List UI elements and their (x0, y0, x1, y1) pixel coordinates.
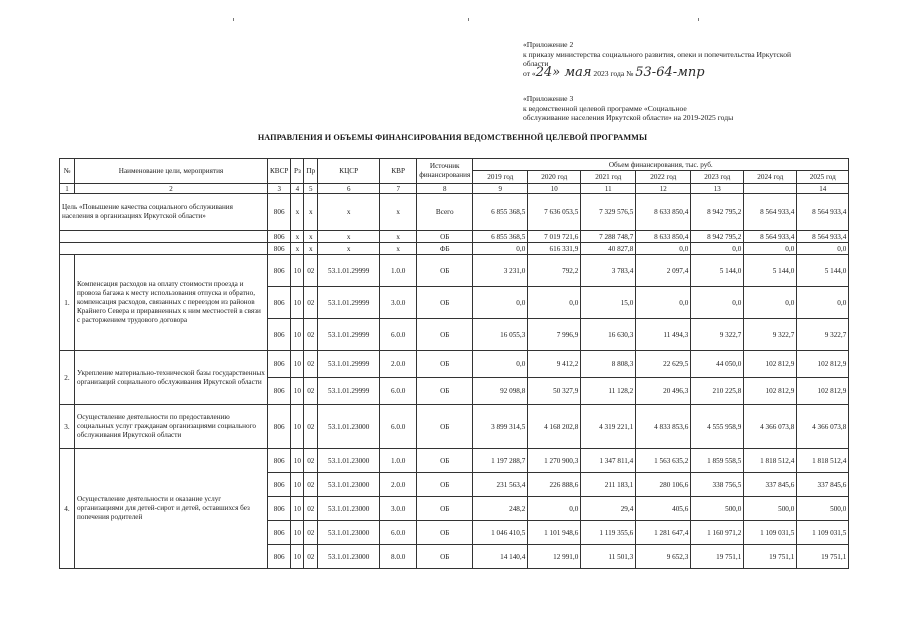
cell-y2023: 0,0 (691, 243, 744, 255)
cell-y2024: 337 845,6 (744, 473, 797, 497)
col-index: 6 (318, 184, 380, 194)
cell-y2022: 11 494,3 (636, 319, 691, 351)
item-number: 1. (60, 255, 75, 351)
cell-kvr: 1.0.0 (380, 449, 417, 473)
cell-y2021: 1 347 811,4 (581, 449, 636, 473)
cell-kcsr: 53.1.01.23000 (318, 449, 380, 473)
cell-y2024: 8 564 933,4 (744, 231, 797, 243)
cell-kvsr: 806 (268, 449, 291, 473)
cell-y2025: 102 812,9 (797, 378, 849, 405)
cell-y2024: 9 322,7 (744, 319, 797, 351)
scan-mark (698, 18, 699, 21)
cell-source: ФБ (417, 243, 473, 255)
header-line: области (523, 59, 549, 69)
cell-y2020: 616 331,9 (528, 243, 581, 255)
cell-y2022: 8 633 850,4 (636, 231, 691, 243)
cell-y2019: 3 231,0 (473, 255, 528, 287)
cell-y2021: 4 319 221,1 (581, 405, 636, 449)
col-index: 2 (75, 184, 268, 194)
col-header-no: № (60, 159, 75, 184)
cell-y2020: 1 270 900,3 (528, 449, 581, 473)
col-index: 10 (528, 184, 581, 194)
cell-kvsr: 806 (268, 231, 291, 243)
cell-y2020: 7 996,9 (528, 319, 581, 351)
col-index: 14 (797, 184, 849, 194)
cell-y2024: 8 564 933,4 (744, 194, 797, 231)
cell-y2024: 1 109 031,5 (744, 521, 797, 545)
cell-kvr: х (380, 231, 417, 243)
col-index: 3 (268, 184, 291, 194)
cell-rz: 10 (291, 351, 304, 378)
table-row (60, 351, 849, 378)
cell-rz: 10 (291, 405, 304, 449)
cell-kvsr: 806 (268, 351, 291, 378)
cell-y2025: 500,0 (797, 497, 849, 521)
cell-kvr: 2.0.0 (380, 473, 417, 497)
cell-pr: 02 (304, 449, 318, 473)
cell-y2022: 0,0 (636, 243, 691, 255)
cell-y2020: 12 991,0 (528, 545, 581, 569)
cell-y2021: 7 329 576,5 (581, 194, 636, 231)
cell-y2020: 4 168 202,8 (528, 405, 581, 449)
cell-kvsr: 806 (268, 255, 291, 287)
cell-rz: 10 (291, 449, 304, 473)
cell-y2020: 7 019 721,6 (528, 231, 581, 243)
date-year: 2023 года № (593, 68, 634, 78)
col-index: 8 (417, 184, 473, 194)
cell-kvr: 8.0.0 (380, 545, 417, 569)
cell-y2023: 8 942 795,2 (691, 194, 744, 231)
header2-line: «Приложение 3 (523, 94, 574, 103)
cell-y2021: 16 630,3 (581, 319, 636, 351)
cell-y2025: 337 845,6 (797, 473, 849, 497)
cell-y2020: 792,2 (528, 255, 581, 287)
cell-y2022: 4 833 853,6 (636, 405, 691, 449)
cell-source: ОБ (417, 545, 473, 569)
cell-y2022: 0,0 (636, 287, 691, 319)
cell-kvr: 6.0.0 (380, 319, 417, 351)
cell-kcsr: 53.1.01.23000 (318, 521, 380, 545)
cell-y2019: 1 046 410,5 (473, 521, 528, 545)
document-title: НАПРАВЛЕНИЯ И ОБЪЕМЫ ФИНАНСИРОВАНИЯ ВЕДОМСТВЕННОЙ ЦЕЛЕВОЙ ПРОГРАММЫ (257, 133, 648, 142)
table-row (60, 231, 849, 243)
cell-y2022: 9 652,3 (636, 545, 691, 569)
cell-y2024: 500,0 (744, 497, 797, 521)
cell-y2024: 4 366 073,8 (744, 405, 797, 449)
cell-y2024: 102 812,9 (744, 351, 797, 378)
cell-kcsr: 53.1.01.29999 (318, 319, 380, 351)
cell-pr: 02 (304, 545, 318, 569)
col-header-name: Наименование цели, мероприятия (75, 159, 268, 184)
cell-y2019: 92 098,8 (473, 378, 528, 405)
cell-y2023: 4 555 958,9 (691, 405, 744, 449)
cell-y2024: 102 812,9 (744, 378, 797, 405)
cell-y2023: 44 050,0 (691, 351, 744, 378)
cell-y2020: 0,0 (528, 287, 581, 319)
cell-y2024: 0,0 (744, 243, 797, 255)
scan-mark (233, 18, 234, 21)
cell-kcsr: х (318, 243, 380, 255)
cell-source: ОБ (417, 351, 473, 378)
cell-kvsr: 806 (268, 521, 291, 545)
cell-source: ОБ (417, 497, 473, 521)
goal-name: Цель «Повышение качества социального обслуживания населения в организациях Иркутской области» (60, 194, 268, 231)
col-header-year: 2024 год (744, 171, 797, 184)
cell-kcsr: 53.1.01.23000 (318, 405, 380, 449)
cell-y2025: 8 564 933,4 (797, 194, 849, 231)
cell-kvr: х (380, 243, 417, 255)
col-header-year: 2021 год (581, 171, 636, 184)
cell-y2021: 11 128,2 (581, 378, 636, 405)
cell-rz: 10 (291, 473, 304, 497)
cell-source: ОБ (417, 378, 473, 405)
cell-rz: 10 (291, 497, 304, 521)
cell-rz: 10 (291, 378, 304, 405)
cell-pr: х (304, 194, 318, 231)
cell-y2023: 0,0 (691, 287, 744, 319)
table-row (60, 255, 849, 287)
cell-kvr: 6.0.0 (380, 405, 417, 449)
cell-y2019: 0,0 (473, 243, 528, 255)
cell-kvsr: 806 (268, 473, 291, 497)
cell-y2023: 1 859 558,5 (691, 449, 744, 473)
col-index: 5 (304, 184, 318, 194)
col-header-volume: Объем финансирования, тыс. руб. (473, 159, 849, 171)
cell-kvsr: 806 (268, 545, 291, 569)
col-index: 13 (691, 184, 744, 194)
cell-kvsr: 806 (268, 243, 291, 255)
cell-kcsr: 53.1.01.29999 (318, 351, 380, 378)
cell-kvr: 6.0.0 (380, 521, 417, 545)
cell-y2019: 231 563,4 (473, 473, 528, 497)
cell-y2019: 16 055,3 (473, 319, 528, 351)
cell-kcsr: 53.1.01.23000 (318, 497, 380, 521)
empty-cell (60, 243, 268, 255)
item-name: Компенсация расходов на оплату стоимости проезда и провоза багажа к месту использования отпуска и обратно, компенсация расходов, связанных с переездом из районов Крайнего Севера и приравненных к ним местностей в связи с расторжением трудового договора (75, 255, 268, 351)
cell-y2022: 2 097,4 (636, 255, 691, 287)
cell-y2022: 8 633 850,4 (636, 194, 691, 231)
table-row (60, 194, 849, 231)
cell-y2021: 11 501,3 (581, 545, 636, 569)
table-row (60, 243, 849, 255)
cell-kvsr: 806 (268, 378, 291, 405)
cell-rz: 10 (291, 545, 304, 569)
cell-kcsr: 53.1.01.23000 (318, 473, 380, 497)
cell-y2021: 211 183,1 (581, 473, 636, 497)
col-header-pr: Пр (304, 159, 318, 184)
appendix-2-header (523, 40, 823, 78)
col-header-kvr: КВР (380, 159, 417, 184)
cell-pr: 02 (304, 473, 318, 497)
cell-rz: х (291, 194, 304, 231)
cell-y2025: 5 144,0 (797, 255, 849, 287)
cell-kvr: 1.0.0 (380, 255, 417, 287)
cell-y2024: 5 144,0 (744, 255, 797, 287)
cell-y2025: 0,0 (797, 243, 849, 255)
col-header-year: 2025 год (797, 171, 849, 184)
cell-y2020: 226 888,6 (528, 473, 581, 497)
cell-y2019: 3 899 314,5 (473, 405, 528, 449)
cell-y2021: 40 827,8 (581, 243, 636, 255)
cell-y2020: 9 412,2 (528, 351, 581, 378)
cell-y2019: 6 855 368,5 (473, 231, 528, 243)
item-name: Укрепление материально-технической базы государственных организаций социального обслуживания Иркутской области (75, 351, 268, 405)
cell-y2025: 4 366 073,8 (797, 405, 849, 449)
cell-y2023: 19 751,1 (691, 545, 744, 569)
cell-pr: 02 (304, 255, 318, 287)
cell-source: ОБ (417, 473, 473, 497)
cell-kcsr: 53.1.01.29999 (318, 255, 380, 287)
cell-pr: 02 (304, 287, 318, 319)
cell-y2020: 50 327,9 (528, 378, 581, 405)
cell-source: ОБ (417, 449, 473, 473)
cell-source: ОБ (417, 287, 473, 319)
cell-y2024: 19 751,1 (744, 545, 797, 569)
cell-kvsr: 806 (268, 287, 291, 319)
col-header-year: 2019 год (473, 171, 528, 184)
item-number: 4. (60, 449, 75, 569)
col-header-year: 2022 год (636, 171, 691, 184)
cell-y2021: 8 808,3 (581, 351, 636, 378)
cell-rz: х (291, 243, 304, 255)
cell-y2022: 1 281 647,4 (636, 521, 691, 545)
handwritten-number: 53-64-мпр (635, 64, 705, 80)
cell-pr: 02 (304, 497, 318, 521)
cell-y2020: 1 101 948,6 (528, 521, 581, 545)
cell-kvsr: 806 (268, 194, 291, 231)
cell-y2020: 7 636 053,5 (528, 194, 581, 231)
col-header-kcsr: КЦСР (318, 159, 380, 184)
cell-y2019: 1 197 288,7 (473, 449, 528, 473)
col-index: 9 (473, 184, 528, 194)
cell-kvr: 2.0.0 (380, 351, 417, 378)
cell-y2019: 0,0 (473, 351, 528, 378)
col-index: 4 (291, 184, 304, 194)
cell-pr: 02 (304, 405, 318, 449)
cell-pr: 02 (304, 521, 318, 545)
table-row (60, 449, 849, 473)
cell-kvr: 6.0.0 (380, 378, 417, 405)
cell-kcsr: х (318, 231, 380, 243)
header2-line: к ведомственной целевой программе «Социальное (523, 103, 687, 113)
cell-kvr: 3.0.0 (380, 287, 417, 319)
header-line: к приказу министерства социального развития, опеки и попечительства Иркутской (523, 49, 792, 59)
cell-y2025: 1 818 512,4 (797, 449, 849, 473)
cell-source: ОБ (417, 255, 473, 287)
item-name: Осуществление деятельности по предоставлению социальных услуг гражданам организациями социального обслуживания Иркутской области (75, 405, 268, 449)
cell-y2022: 22 629,5 (636, 351, 691, 378)
col-header-year: 2020 год (528, 171, 581, 184)
col-index: 7 (380, 184, 417, 194)
cell-y2019: 0,0 (473, 287, 528, 319)
cell-y2021: 15,0 (581, 287, 636, 319)
cell-y2022: 280 106,6 (636, 473, 691, 497)
col-header-source: Источник финансирования (417, 159, 473, 184)
cell-y2025: 19 751,1 (797, 545, 849, 569)
header-line: «Приложение 2 (523, 40, 574, 49)
col-index: 12 (636, 184, 691, 194)
cell-source: ОБ (417, 405, 473, 449)
cell-y2023: 9 322,7 (691, 319, 744, 351)
cell-y2021: 1 119 355,6 (581, 521, 636, 545)
cell-kvr: 3.0.0 (380, 497, 417, 521)
col-index: 11 (581, 184, 636, 194)
cell-pr: 02 (304, 378, 318, 405)
item-number: 2. (60, 351, 75, 405)
cell-kvsr: 806 (268, 497, 291, 521)
cell-y2024: 0,0 (744, 287, 797, 319)
cell-y2020: 0,0 (528, 497, 581, 521)
column-index-row (60, 184, 849, 194)
cell-y2025: 1 109 031,5 (797, 521, 849, 545)
cell-source: ОБ (417, 319, 473, 351)
cell-rz: 10 (291, 287, 304, 319)
cell-kcsr: 53.1.01.29999 (318, 287, 380, 319)
cell-kvsr: 806 (268, 405, 291, 449)
cell-y2023: 5 144,0 (691, 255, 744, 287)
date-prefix: от « (523, 68, 536, 78)
cell-y2023: 8 942 795,2 (691, 231, 744, 243)
cell-y2019: 248,2 (473, 497, 528, 521)
table-row (60, 405, 849, 449)
scan-mark (468, 18, 469, 21)
cell-y2019: 6 855 368,5 (473, 194, 528, 231)
cell-y2025: 102 812,9 (797, 351, 849, 378)
cell-rz: 10 (291, 255, 304, 287)
cell-y2023: 1 160 971,2 (691, 521, 744, 545)
cell-y2022: 1 563 635,2 (636, 449, 691, 473)
cell-y2023: 210 225,8 (691, 378, 744, 405)
cell-pr: х (304, 243, 318, 255)
cell-y2023: 338 756,5 (691, 473, 744, 497)
cell-y2021: 29,4 (581, 497, 636, 521)
col-header-year: 2023 год (691, 171, 744, 184)
cell-y2019: 14 140,4 (473, 545, 528, 569)
col-index: 1 (60, 184, 75, 194)
cell-kcsr: 53.1.01.23000 (318, 545, 380, 569)
cell-source: Всего (417, 194, 473, 231)
cell-kcsr: 53.1.01.29999 (318, 378, 380, 405)
cell-source: ОБ (417, 521, 473, 545)
item-name: Осуществление деятельности и оказание услуг организациями для детей-сирот и детей, оставшихся без попечения родителей (75, 449, 268, 569)
cell-pr: х (304, 231, 318, 243)
cell-pr: 02 (304, 351, 318, 378)
cell-y2022: 405,6 (636, 497, 691, 521)
handwritten-date: 24» мая (535, 64, 592, 80)
cell-pr: 02 (304, 319, 318, 351)
cell-y2021: 7 288 748,7 (581, 231, 636, 243)
cell-y2022: 20 496,3 (636, 378, 691, 405)
cell-kvr: х (380, 194, 417, 231)
cell-rz: 10 (291, 319, 304, 351)
item-number: 3. (60, 405, 75, 449)
cell-y2024: 1 818 512,4 (744, 449, 797, 473)
col-header-kvsr: КВСР (268, 159, 291, 184)
table-body (60, 194, 849, 569)
cell-y2025: 9 322,7 (797, 319, 849, 351)
cell-rz: 10 (291, 521, 304, 545)
appendix-3-header (523, 94, 843, 123)
cell-kcsr: х (318, 194, 380, 231)
financing-table (59, 158, 849, 569)
cell-source: ОБ (417, 231, 473, 243)
empty-cell (60, 231, 268, 243)
cell-kvsr: 806 (268, 319, 291, 351)
cell-y2025: 8 564 933,4 (797, 231, 849, 243)
col-header-rz: Рз (291, 159, 304, 184)
header2-line: обслуживание населения Иркутской области» на 2019-2025 годы (523, 113, 734, 123)
cell-y2025: 0,0 (797, 287, 849, 319)
cell-y2023: 500,0 (691, 497, 744, 521)
cell-rz: х (291, 231, 304, 243)
col-index (744, 184, 797, 194)
cell-y2021: 3 783,4 (581, 255, 636, 287)
